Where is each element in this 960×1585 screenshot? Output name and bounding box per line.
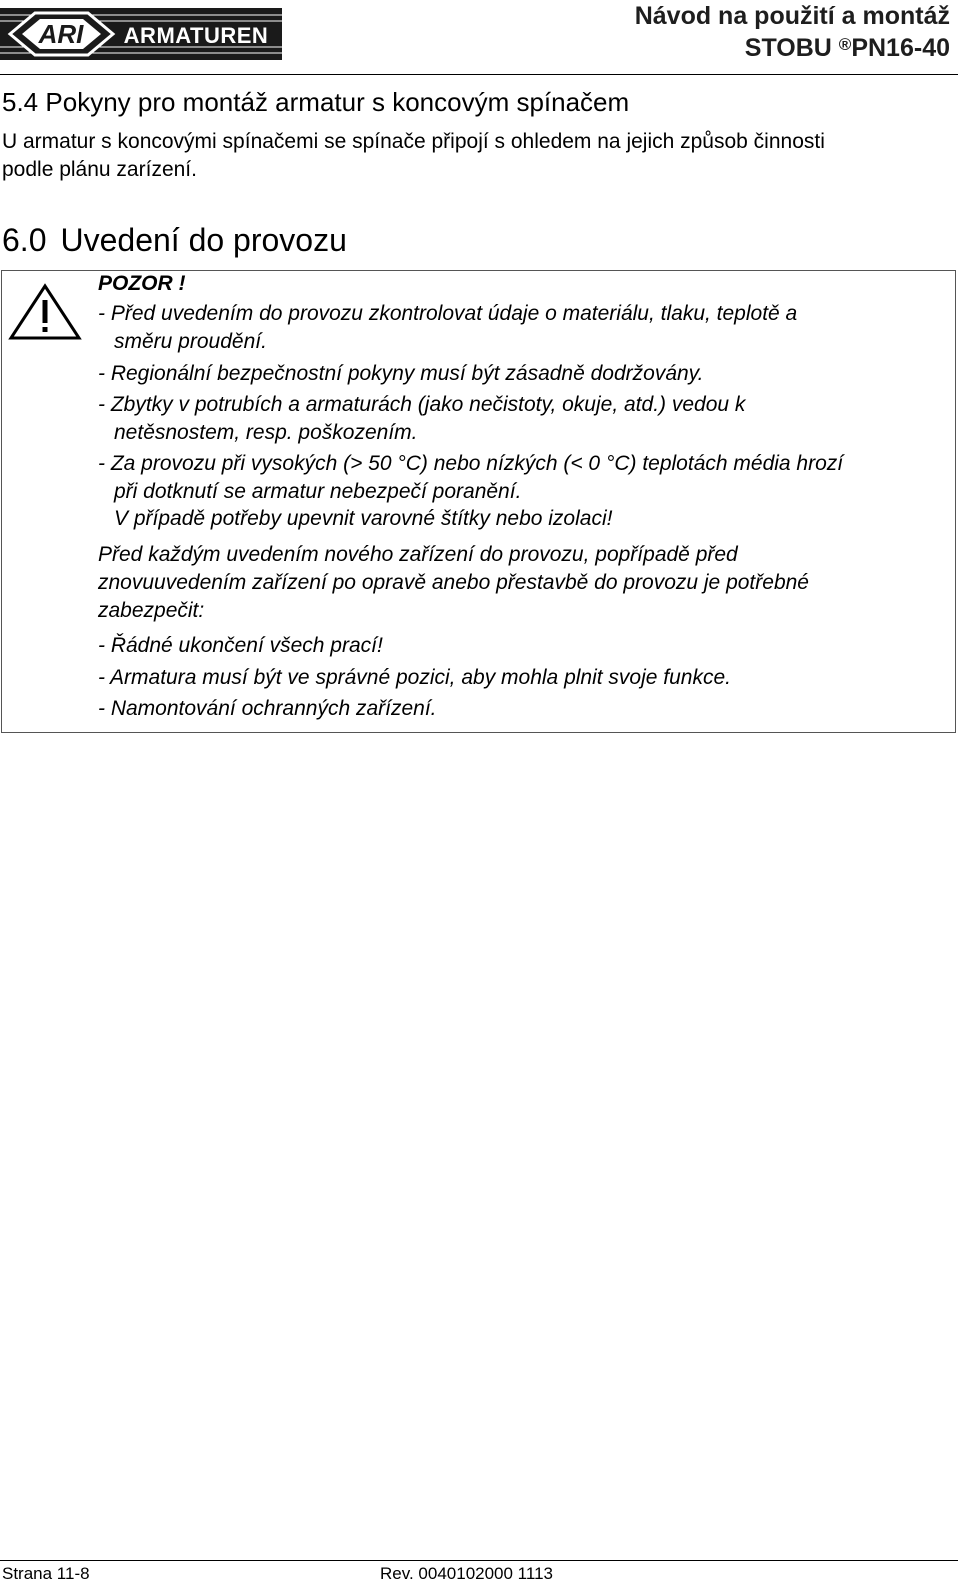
- svg-text:ARMATUREN: ARMATUREN: [123, 23, 269, 48]
- warning-check-1: - Řádné ukončení všech prací!: [98, 634, 383, 657]
- warning-item-1-line-1: - Před uvedením do provozu zkontrolovat údaje o materiálu, tlaku, teplotě a: [98, 302, 798, 325]
- section-heading-6-0: 6.0 Uvedení do provozu: [2, 222, 347, 258]
- revision-number: Rev. 0040102000 1113: [380, 1564, 553, 1583]
- warning-item-4-line-2: při dotknutí se armatur nebezpečí poranění.: [114, 480, 522, 503]
- warning-item-4-line-3: V případě potřeby upevnit varovné štítky nebo izolaci!: [114, 507, 613, 530]
- warning-item-1-line-2: směru proudění.: [114, 330, 267, 353]
- warning-check-3: - Namontování ochranných zařízení.: [98, 697, 437, 720]
- warning-intro-line-2: znovuuvedením zařízení po opravě anebo přestavbě do provozu je potřebné: [98, 571, 809, 594]
- product-name: STOBU ®PN16-40: [744, 34, 950, 62]
- warning-item-3-line-2: netěsnostem, resp. poškozením.: [114, 421, 418, 444]
- document-title: Návod na použití a montáž: [634, 2, 950, 30]
- header-divider: [0, 74, 958, 75]
- warning-triangle-icon: [8, 283, 82, 341]
- warning-item-4-line-1: - Za provozu při vysokých (> 50 °C) nebo nízkých (< 0 °C) teplotách média hrozí: [98, 452, 844, 475]
- ari-armaturen-logo: [0, 8, 282, 60]
- footer-divider: [0, 1560, 958, 1561]
- section-5-4-body-line-2: podle plánu zarízení.: [2, 158, 197, 181]
- warning-intro-line-3: zabezpečit:: [98, 599, 205, 622]
- svg-text:ARI: ARI: [38, 19, 84, 49]
- warning-intro-line-1: Před každým uvedením nového zařízení do provozu, popřípadě před: [98, 543, 738, 566]
- warning-item-3-line-1: - Zbytky v potrubích a armaturách (jako nečistoty, okuje, atd.) vedou k: [98, 393, 746, 416]
- warning-item-2-line-1: - Regionální bezpečnostní pokyny musí být zásadně dodržovány.: [98, 362, 704, 385]
- section-5-4-body-line-1: U armatur s koncovými spínačemi se spínače připojí s ohledem na jejich způsob činnosti: [2, 130, 825, 153]
- section-heading-5-4: 5.4 Pokyny pro montáž armatur s koncovým spínačem: [2, 87, 630, 117]
- page-number: Strana 11-8: [2, 1564, 90, 1583]
- registered-mark: ®: [838, 35, 852, 54]
- warning-heading: POZOR !: [98, 272, 186, 295]
- warning-check-2: - Armatura musí být ve správné pozici, aby mohla plnit svoje funkce.: [98, 666, 731, 689]
